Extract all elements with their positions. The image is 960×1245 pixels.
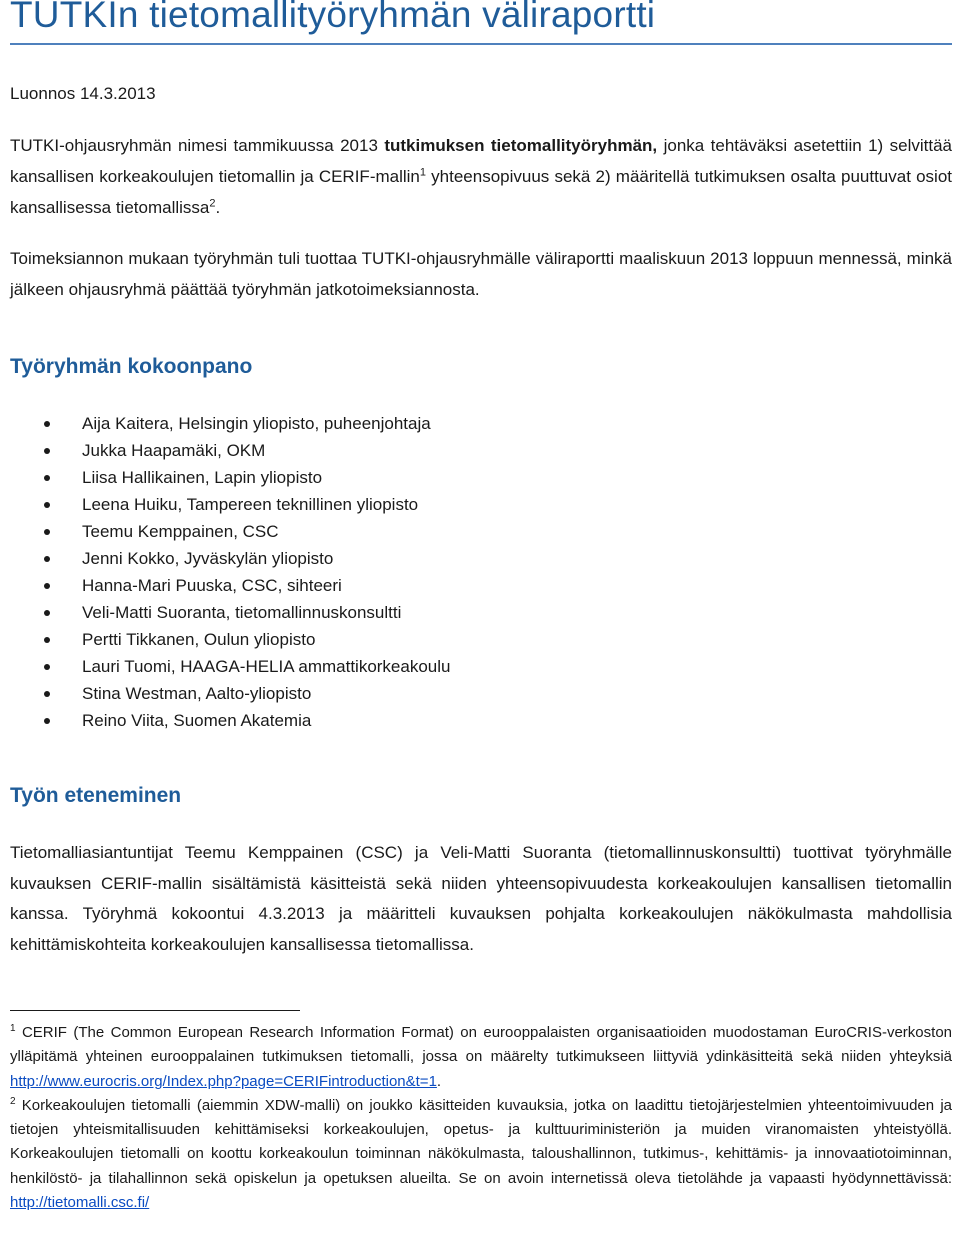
member-name: Leena Huiku, Tampereen teknillinen yliopisto <box>82 495 419 514</box>
progress-paragraph: Tietomalliasiantuntijat Teemu Kemppainen (CSC) ja Veli-Matti Suoranta (tietomallinnuskonsultti) tuottivat työryhmälle kuvauksen CERIF-mallin sisältämistä käsitteistä sekä niiden yhteensopivuudesta korkeakoulujen kansallisen tietomallin kanssa. Työryhmä kokoontui 4.3.2013 ja määritteli kuvauksen pohjalta korkeakoulujen näkökulmasta mahdollisia kehittämiskohteita korkeakoulujen kansallisessa tietomallissa. <box>10 843 952 954</box>
member-name: Pertti Tikkanen, Oulun yliopisto <box>82 630 316 649</box>
footnote-2 <box>10 1094 952 1215</box>
list-item <box>10 653 450 680</box>
tietomalli-link[interactable]: http://tietomalli.csc.fi/ <box>10 1194 150 1212</box>
footnote-1 <box>10 1021 952 1094</box>
bullet-icon <box>44 718 50 724</box>
bullet-icon <box>44 448 50 454</box>
member-name: Aija Kaitera, Helsingin yliopisto, puheenjohtaja <box>82 414 431 433</box>
intro-bold-term: tutkimuksen tietomallityöryhmän, <box>384 136 658 155</box>
footnote-2-text: Korkeakoulujen tietomalli (aiemmin XDW-malli) on joukko käsitteiden kuvauksia, jotka on laadittu tietojärjestelmien yhteentoimivuuden ja tietojen yhteismitallisuuden kehittämiseksi korkeakoulujen, opetus- ja kulttuuriministeriön ja muiden viranomaisten yhteistyöllä. Korkeakoulujen tietomalli on koottu korkeakoulun toiminnan näkökulmasta, taloushallinnon, tutkimus-, kehittämis- ja innovaatiotoiminnan, henkilöstö- ja tilahallinnon sekä opiskelun ja opetuksen alueilta. Se on avoin internetissä oleva tietolähde ja vapaasti hyödynnettävissä: <box>10 1096 952 1187</box>
footnote-mark-2: 2 <box>10 1095 16 1107</box>
list-item <box>10 680 450 707</box>
footnote-ref-1[interactable]: 1 <box>419 166 427 179</box>
member-name: Teemu Kemppainen, CSC <box>82 522 279 541</box>
footnote-1-text: CERIF (The Common European Research Information Format) on eurooppalaisten organisaatioiden muodostaman EuroCRIS-verkoston ylläpitämä yhteinen eurooppalainen tutkimuksen tietomalli, jossa on määrelty tutkimukseen liittyviä ydinkäsitteitä sekä niiden yhteyksiä <box>10 1024 952 1066</box>
list-item <box>10 491 450 518</box>
intro-text-1: TUTKI-ohjausryhmän nimesi tammikuussa 2013 <box>10 136 385 155</box>
title-divider <box>10 43 952 45</box>
list-item <box>10 518 450 545</box>
bullet-icon <box>44 529 50 535</box>
bullet-icon <box>44 637 50 643</box>
member-name: Hanna-Mari Puuska, CSC, sihteeri <box>82 576 342 595</box>
member-name: Liisa Hallikainen, Lapin yliopisto <box>82 468 323 487</box>
bullet-icon <box>44 691 50 697</box>
member-name: Jenni Kokko, Jyväskylän yliopisto <box>82 549 334 568</box>
bullet-icon <box>44 502 50 508</box>
footnotes <box>10 1021 952 1215</box>
list-item <box>10 545 450 572</box>
intro-text-4: . <box>215 198 221 217</box>
members-list <box>10 410 450 734</box>
draft-date: Luonnos 14.3.2013 <box>10 84 156 103</box>
bullet-icon <box>44 475 50 481</box>
footnote-divider <box>10 1010 300 1011</box>
list-item <box>10 626 450 653</box>
eurocris-link[interactable]: http://www.eurocris.org/Index.php?page=CERIFintroduction&t=1 <box>10 1072 437 1090</box>
members-heading: Työryhmän kokoonpano <box>10 355 253 378</box>
member-name: Lauri Tuomi, HAAGA-HELIA ammattikorkeakoulu <box>82 657 451 676</box>
member-name: Jukka Haapamäki, OKM <box>82 441 266 460</box>
footnote-1-end: . <box>436 1072 442 1090</box>
list-item <box>10 599 450 626</box>
member-name: Reino Viita, Suomen Akatemia <box>82 711 312 730</box>
footnote-mark-1: 1 <box>10 1023 16 1034</box>
list-item <box>10 410 450 437</box>
bullet-icon <box>44 556 50 562</box>
bullet-icon <box>44 610 50 616</box>
document-title: TUTKIn tietomallityöryhmän väliraportti <box>10 0 656 35</box>
intro-paragraph <box>10 130 952 223</box>
list-item <box>10 437 450 464</box>
member-name: Veli-Matti Suoranta, tietomallinnuskonsultti <box>82 603 402 622</box>
list-item <box>10 464 450 491</box>
bullet-icon <box>44 664 50 670</box>
bullet-icon <box>44 583 50 589</box>
list-item <box>10 707 450 734</box>
intro-text-2: jonka tehtäväksi asetettiin 1) selvittää kansallisen korkeakoulujen tietomallin ja CERIF-mallin <box>10 136 952 186</box>
mandate-paragraph: Toimeksiannon mukaan työryhmän tuli tuottaa TUTKI-ohjausryhmälle väliraportti maaliskuun 2013 loppuun mennessä, minkä jälkeen ohjausryhmä päättää työryhmän jatkotoimeksiannosta. <box>10 249 952 299</box>
progress-heading: Työn eteneminen <box>10 784 182 807</box>
footnote-ref-2[interactable]: 2 <box>209 197 216 210</box>
member-name: Stina Westman, Aalto-yliopisto <box>82 684 312 703</box>
intro-text-3: yhteensopivuus sekä 2) määritellä tutkimuksen osalta puuttuvat osiot kansallisessa tietomallissa <box>10 167 952 217</box>
list-item <box>10 572 450 599</box>
bullet-icon <box>44 421 50 427</box>
